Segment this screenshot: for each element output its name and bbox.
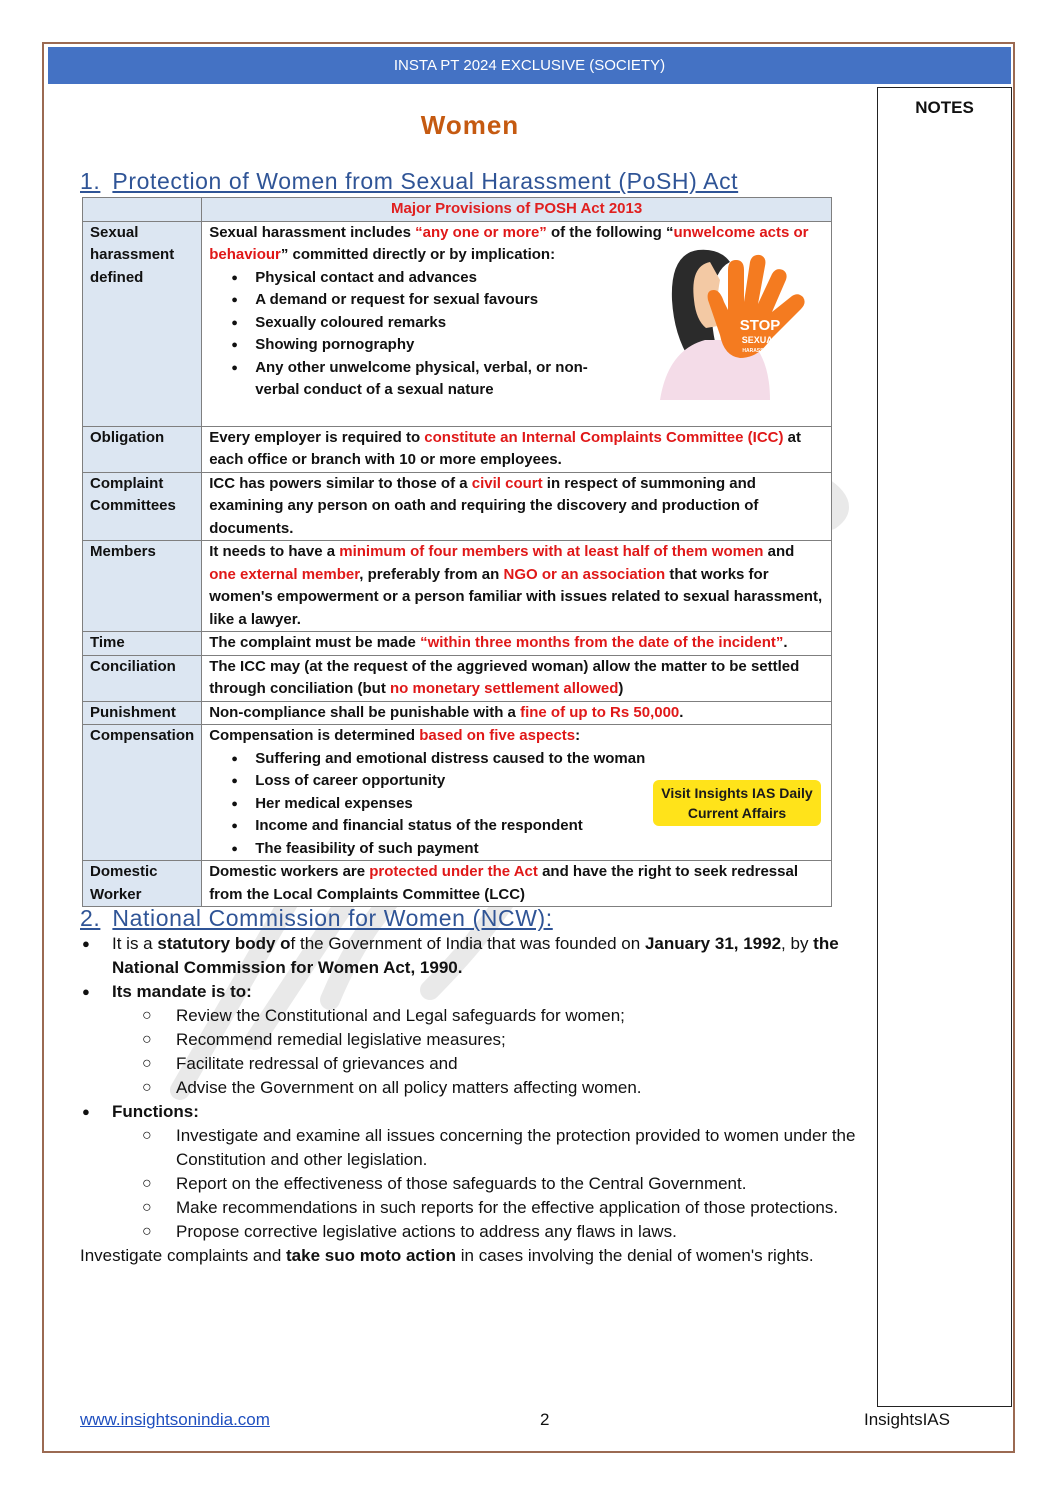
section-1-number: 1. xyxy=(80,168,101,194)
list-item: ○ Make recommendations in such reports for the effective application of those protections. xyxy=(80,1196,870,1220)
footer-website-link[interactable]: www.insightsonindia.com xyxy=(80,1410,270,1429)
list-item: ○ Recommend remedial legislative measures; xyxy=(80,1028,870,1052)
list-item: ● Physical contact and advances xyxy=(255,267,615,290)
list-item: ● The feasibility of such payment xyxy=(255,838,824,861)
section-2-title: National Commission for Women (NCW): xyxy=(112,905,553,931)
table-row xyxy=(83,472,832,541)
table-row xyxy=(83,861,832,907)
table-row xyxy=(83,426,832,472)
list-item: ○ Advise the Government on all policy matters affecting women. xyxy=(80,1076,870,1100)
row-desc-domestic: Domestic workers are protected under the Act and have the right to seek redressal from the Local Complaints Committee (LCC) xyxy=(202,861,832,907)
row-label-conciliation: Conciliation xyxy=(83,655,202,701)
row-label-obligation: Obligation xyxy=(83,426,202,472)
notes-label: NOTES xyxy=(915,98,974,117)
row-label-compensation: Compensation xyxy=(83,725,202,861)
section-1-title: Protection of Women from Sexual Harassment (PoSH) Act xyxy=(112,168,739,194)
row-desc-members: It needs to have a minimum of four members with at least half of them women and one external member, preferably from an NGO or an association that works for women's empowerment or a person familiar with issues related to sexual harassment, like a lawyer. xyxy=(202,541,832,632)
list-item: ○ Report on the effectiveness of those safeguards to the Central Government. xyxy=(80,1172,870,1196)
list-item: ○ Investigate and examine all issues concerning the protection provided to women under the Constitution and other legislation. xyxy=(80,1124,870,1172)
list-item: ○ Facilitate redressal of grievances and xyxy=(80,1052,870,1076)
functions-label: ● Functions: xyxy=(80,1100,870,1124)
list-item: ● Sexually coloured remarks xyxy=(255,312,615,335)
sexual-text: SEXUAL xyxy=(741,335,779,345)
page-number: 2 xyxy=(540,1410,550,1429)
list-item: ● Showing pornography xyxy=(255,334,615,357)
list-item: ● A demand or request for sexual favours xyxy=(255,289,615,312)
list-item: ● Any other unwelcome physical, verbal, or non-verbal conduct of a sexual nature xyxy=(255,357,615,402)
row-desc-conciliation: The ICC may (at the request of the aggrieved woman) allow the matter to be settled through conciliation (but no monetary settlement allowed) xyxy=(202,655,832,701)
mandate-label: ● Its mandate is to: xyxy=(80,980,870,1004)
insights-daily-badge[interactable] xyxy=(653,780,821,826)
row-desc-time: The complaint must be made “within three months from the date of the incident”. xyxy=(202,632,832,656)
table-row xyxy=(83,701,832,725)
row-desc-obligation: Every employer is required to constitute an Internal Complaints Committee (ICC) at each office or branch with 10 or more employees. xyxy=(202,426,832,472)
ncw-body xyxy=(80,932,870,1268)
section-2-number: 2. xyxy=(80,905,101,931)
table-header-row xyxy=(83,198,832,222)
table-header: Major Provisions of POSH Act 2013 xyxy=(202,198,832,222)
table-row xyxy=(83,632,832,656)
table-row xyxy=(83,655,832,701)
page-title: Women xyxy=(420,110,520,140)
list-item: ● Her medical expenses xyxy=(255,793,824,816)
row-desc-compensation: Compensation is determined based on five aspects: ● Suffering and emotional distress caused to the woman ● Loss of career opportunity ● Her medical expenses ● Income and financial status of the respondent ● The feasibility of such payment xyxy=(202,725,832,861)
row-label-defined: Sexual harassment defined xyxy=(83,221,202,426)
footer-brand: InsightsIAS xyxy=(864,1410,950,1429)
row-label-punishment: Punishment xyxy=(83,701,202,725)
row-label-members: Members xyxy=(83,541,202,632)
section-2-heading xyxy=(80,905,553,932)
notes-panel xyxy=(877,87,1012,1407)
row-desc-defined: Sexual harassment includes “any one or more” of the following “unwelcome acts or behaviour” committed directly or by implication: ● Physical contact and advances ● A demand or request for sexual favours ● Sexually coloured remarks ● Showing pornography ● Any other unwelcome physical, verbal, or non-verbal conduct of a sexual nature xyxy=(202,221,832,426)
list-item: ● It is a statutory body of the Government of India that was founded on January 31, 1992, by the National Commission for Women Act, 1990. xyxy=(80,932,870,980)
row-label-domestic: Domestic Worker xyxy=(83,861,202,907)
header-bar: INSTA PT 2024 EXCLUSIVE (SOCIETY) xyxy=(48,47,1011,84)
list-item: ○ Review the Constitutional and Legal safeguards for women; xyxy=(80,1004,870,1028)
list-item: ○ Propose corrective legislative actions to address any flaws in laws. xyxy=(80,1220,870,1244)
list-item: ● Suffering and emotional distress caused to the woman xyxy=(255,748,824,771)
closing-paragraph: Investigate complaints and take suo moto action in cases involving the denial of women's rights. xyxy=(80,1246,814,1265)
list-item: ● Income and financial status of the respondent xyxy=(255,815,824,838)
badge-line-2: Current Affairs xyxy=(687,805,787,821)
list-item: ● Loss of career opportunity xyxy=(255,770,824,793)
harassment-text: HARASSMENT xyxy=(742,348,778,354)
row-desc-complaint: ICC has powers similar to those of a civil court in respect of summoning and examining any person on oath and requiring the discovery and production of documents. xyxy=(202,472,832,541)
stop-harassment-illustration xyxy=(650,240,820,400)
section-1-heading xyxy=(80,168,738,195)
row-label-time: Time xyxy=(83,632,202,656)
row-label-complaint: Complaint Committees xyxy=(83,472,202,541)
row-desc-punishment: Non-compliance shall be punishable with a fine of up to Rs 50,000. xyxy=(202,701,832,725)
table-row xyxy=(83,541,832,632)
stop-text: STOP xyxy=(739,317,781,334)
badge-line-1: Visit Insights IAS Daily xyxy=(661,785,813,801)
